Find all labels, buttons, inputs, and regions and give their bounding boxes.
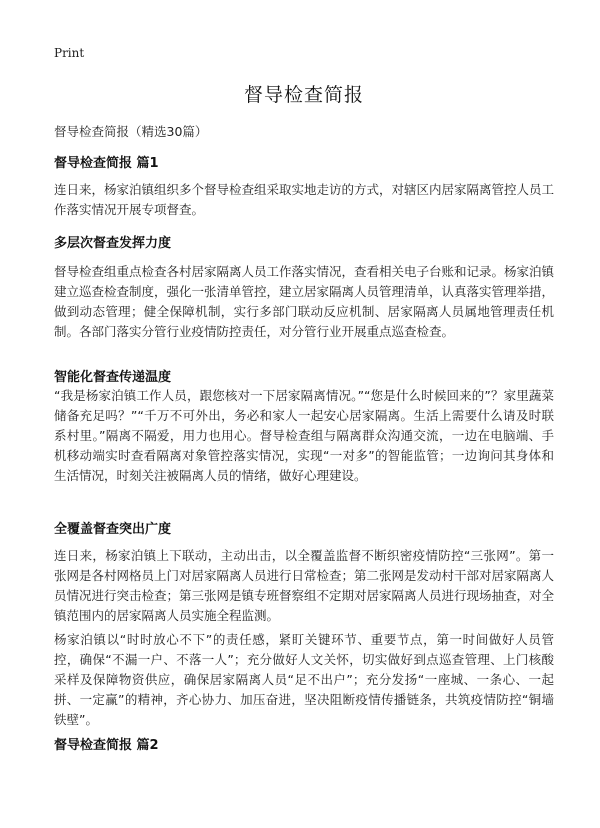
section-heading-article-2: 督导检查简报 篇2 [54,738,159,753]
page-title: 督导检查简报 [243,84,364,106]
section-paragraph-full-coverage: 连日来，杨家泊镇上下联动，主动出击，以全覆盖监督不断织密疫情防控“三张网”。第一张网是各村网格员上门对居家隔离人员进行日常检查；第二张网是发动村干部对居家隔离人员情况进行突击检查；第三张网是镇专班督察组不定期对居家隔离人员进行现场抽查，对全镇范围内的居家隔离人员实施全程监测。 [54,548,555,623]
section-paragraph-intelligent: “我是杨家泊镇工作人员，跟您核对一下居家隔离情况。”“您是什么时候回来的”？家里蔬菜储备充足吗？”“千万不可外出，务必和家人一起安心居家隔离。生活上需要什么请及时联系村里。”隔离不隔爱，用力也用心。督导检查组与隔离群众沟通交流，一边在电脑端、手机移动端实时查看隔离对象管控落实情况，实现“一对多”的智能监管；一边询问其身体和生活情况，时刻关注被隔离人员的情绪，做好心理建设。 [54,388,554,483]
section-paragraph-intro: 连日来，杨家泊镇组织多个督导检查组采取实地走访的方式，对辖区内居家隔离管控人员工作落实情况开展专项督查。 [54,182,555,217]
document-subtitle: 督导检查简报（精选30篇） [54,124,208,139]
section-heading-full-coverage: 全覆盖督查突出广度 [54,522,172,537]
section-heading-multilevel: 多层次督查发挥力度 [54,236,172,251]
section-paragraph-responsibility: 杨家泊镇以“时时放心不下”的责任感，紧盯关键环节、重要节点，第一时间做好人员管控，确保“不漏一户、不落一人”；充分做好人文关怀，切实做好到点巡查管理、上门核酸采样及保障物资供应，确保居家隔离人员“足不出户”；充分发扬“一座城、一条心、一起拼、一定赢”的精神，齐心协力、加压奋进，坚决阻断疫情传播链条，共筑疫情防控“铜墙铁壁”。 [54,632,554,727]
section-heading-intelligent: 智能化督查传递温度 [54,370,172,385]
section-heading-article-1: 督导检查简报 篇1 [54,156,159,171]
section-paragraph-multilevel: 督导检查组重点检查各村居家隔离人员工作落实情况，查看相关电子台账和记录。杨家泊镇建立巡查检查制度，强化一张清单管控，建立居家隔离人员管理清单，认真落实管理举措，做到动态管理；健全保障机制，实行多部门联动反应机制、居家隔离人员属地管理责任机制。各部门落实分管行业疫情防控责任，对分管行业开展重点巡查检查。 [54,264,555,339]
print-label: Print [54,46,85,60]
